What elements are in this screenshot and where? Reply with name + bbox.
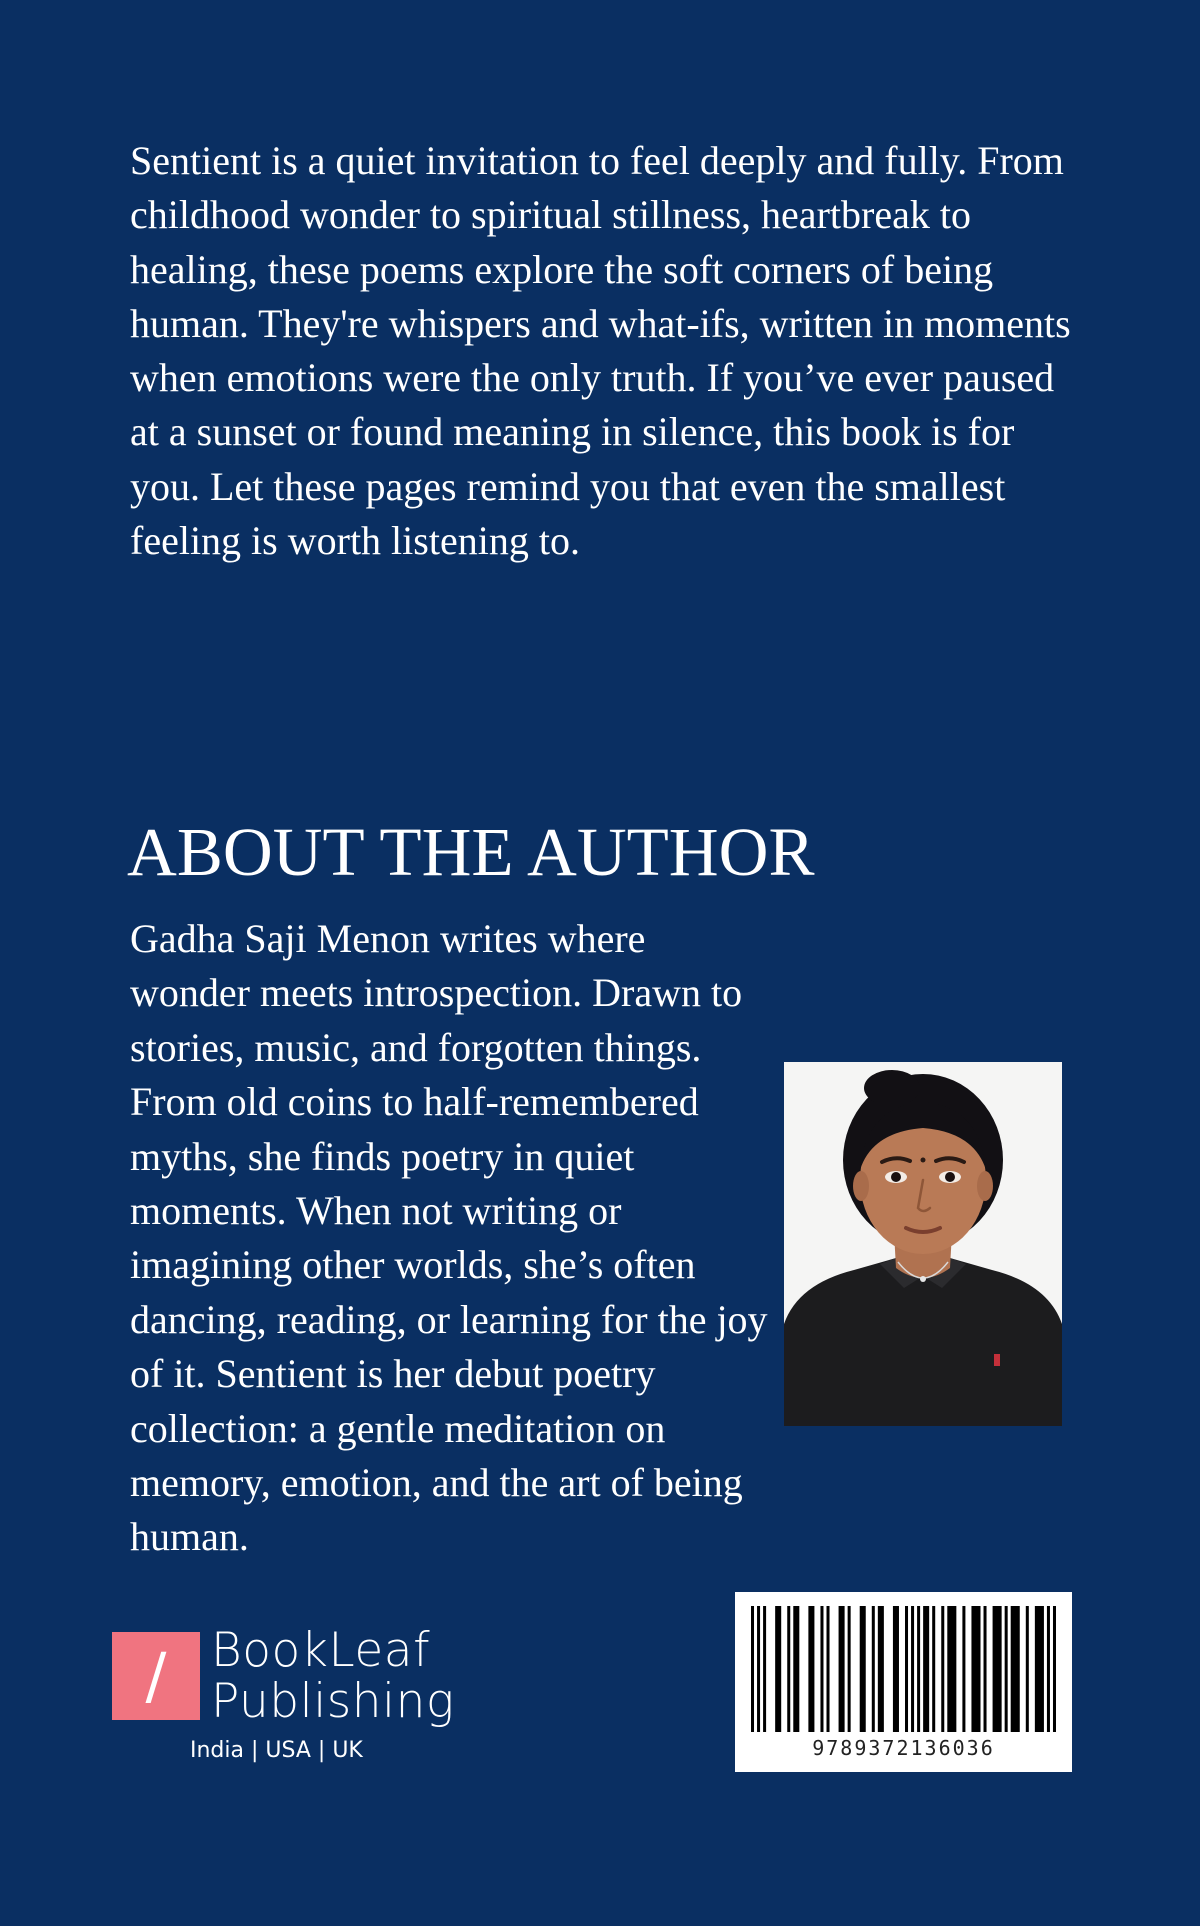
barcode-bar <box>787 1606 790 1732</box>
barcode-bar <box>947 1606 956 1732</box>
barcode-bar <box>962 1606 965 1732</box>
barcode-bar <box>984 1606 987 1732</box>
publisher-regions: India | USA | UK <box>190 1738 363 1763</box>
barcode-bar <box>917 1606 920 1732</box>
barcode-bar <box>1005 1606 1008 1732</box>
barcode-bar <box>860 1606 866 1732</box>
book-blurb: Sentient is a quiet invitation to feel deeply and fully. From childhood wonder to spiritual stillness, heartbreak to healing, these poems explore the soft corners of being human. They're whispers and what-ifs, written in moments when emotions were the only truth. If you’ve ever paused at a sunset or found meaning in silence, this book is for you. Let these pages remind you that even the smallest feeling is worth listening to. <box>130 138 1071 564</box>
isbn-number: 9789372136036 <box>812 1736 995 1760</box>
barcode-bar <box>775 1606 781 1732</box>
barcode-bar <box>1047 1606 1050 1732</box>
barcode-bar <box>839 1606 845 1732</box>
barcode-bar <box>1026 1606 1029 1732</box>
barcode-bar <box>923 1606 929 1732</box>
publisher-name-subtitle: Publishing <box>211 1674 455 1729</box>
isbn-barcode <box>735 1592 1072 1772</box>
barcode-bar <box>827 1606 830 1732</box>
barcode-bar <box>820 1606 823 1732</box>
barcode-bar <box>1053 1606 1056 1732</box>
barcode-bar <box>872 1606 875 1732</box>
barcode-bar <box>971 1606 980 1732</box>
barcode-bar <box>932 1606 935 1732</box>
barcode-bar <box>878 1606 884 1732</box>
barcode-bar <box>848 1606 851 1732</box>
barcode-bar <box>1011 1606 1020 1732</box>
publisher-logo-icon: / <box>112 1632 200 1720</box>
publisher-name: BookLeaf <box>211 1623 431 1678</box>
barcode-bar <box>911 1606 914 1732</box>
barcode-bar <box>757 1606 760 1732</box>
barcode-bars-icon <box>751 1606 1056 1732</box>
barcode-bar <box>941 1606 944 1732</box>
barcode-bar <box>893 1606 899 1732</box>
barcode-bar <box>763 1606 766 1732</box>
author-portrait-image <box>784 1062 1062 1426</box>
barcode-bar <box>808 1606 814 1732</box>
barcode-bar <box>1035 1606 1044 1732</box>
barcode-bar <box>751 1606 754 1732</box>
author-photo <box>784 1062 1062 1426</box>
barcode-bar <box>793 1606 799 1732</box>
barcode-bar <box>993 1606 1002 1732</box>
about-author-heading: ABOUT THE AUTHOR <box>127 814 815 890</box>
barcode-bar <box>905 1606 908 1732</box>
author-bio: Gadha Saji Menon writes where wonder meets introspection. Drawn to stories, music, and forgotten things. From old coins to half-remembered myths, she finds poetry in quiet moments. When not writing or imagining other worlds, she’s often dancing, reading, or learning for the joy of it. Sentient is her debut poetry collection: a gentle meditation on memory, emotion, and the art of being human. <box>130 916 768 1560</box>
